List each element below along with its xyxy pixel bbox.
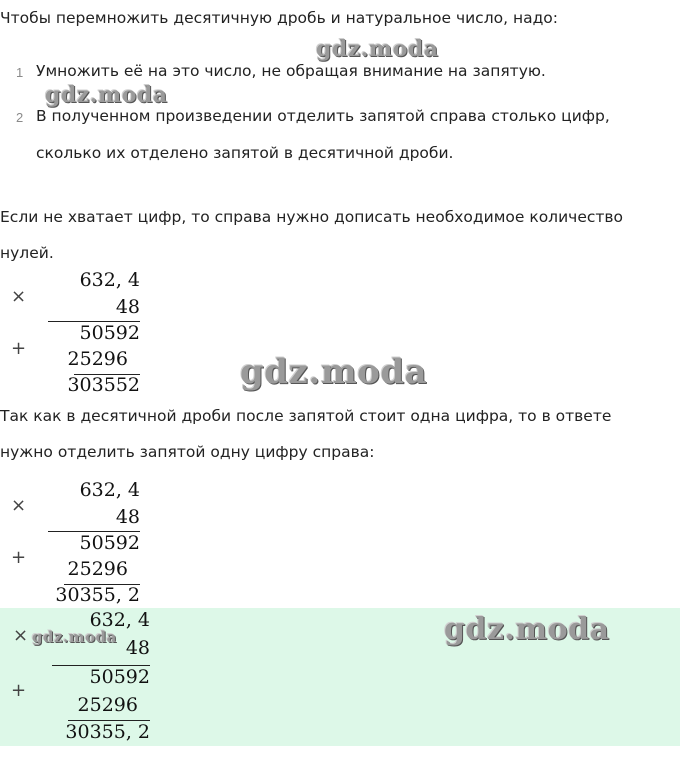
multiplication-column-2 <box>40 478 140 608</box>
multiplicand: 632, 4 <box>79 479 140 501</box>
partial-product-2: 25296 <box>77 694 138 716</box>
multiplier: 48 <box>125 637 150 659</box>
note-line-2: нулей. <box>0 244 54 262</box>
note-line-1: Если не хватает цифр, то справа нужно дописать необходимое количество <box>0 208 624 226</box>
watermark: gdz.moda <box>32 628 117 646</box>
multiplication-column-1 <box>40 268 140 398</box>
intro-text: Чтобы перемножить десятичную дробь и натуральное число, надо: <box>0 9 558 27</box>
step-number-1: 1 <box>16 65 24 80</box>
answer-block <box>0 608 680 746</box>
multiplicand: 632, 4 <box>89 609 150 631</box>
partial-product-1: 50592 <box>89 666 150 688</box>
step-text-2-cont: сколько их отделено запятой в десятичной дроби. <box>36 144 454 162</box>
multiplicand: 632, 4 <box>79 269 140 291</box>
watermark: gdz.moda <box>444 612 610 647</box>
multiplier: 48 <box>115 506 140 528</box>
plus-sign: + <box>11 338 27 359</box>
times-sign: × <box>11 495 27 516</box>
partial-product-1: 50592 <box>79 322 140 344</box>
times-sign: × <box>13 625 29 646</box>
watermark: gdz.moda <box>316 36 439 62</box>
partial-product-1: 50592 <box>79 532 140 554</box>
plus-sign: + <box>11 680 27 701</box>
result: 303552 <box>67 374 140 396</box>
partial-product-2: 25296 <box>67 558 128 580</box>
explain-line-2: нужно отделить запятой одну цифру справа: <box>0 443 375 461</box>
result: 30355, 2 <box>55 584 140 606</box>
plus-sign: + <box>11 547 27 568</box>
times-sign: × <box>11 286 27 307</box>
partial-product-2: 25296 <box>67 348 128 370</box>
result: 30355, 2 <box>65 721 150 743</box>
watermark: gdz.moda <box>45 82 168 108</box>
multiplier: 48 <box>115 296 140 318</box>
step-number-2: 2 <box>16 110 24 125</box>
step-text-1: Умножить её на это число, не обращая внимание на запятую. <box>36 62 546 80</box>
step-text-2: В полученном произведении отделить запятой справа столько цифр, <box>36 107 610 125</box>
watermark: gdz.moda <box>240 352 428 392</box>
explain-line-1: Так как в десятичной дроби после запятой стоит одна цифра, то в ответе <box>0 407 612 425</box>
